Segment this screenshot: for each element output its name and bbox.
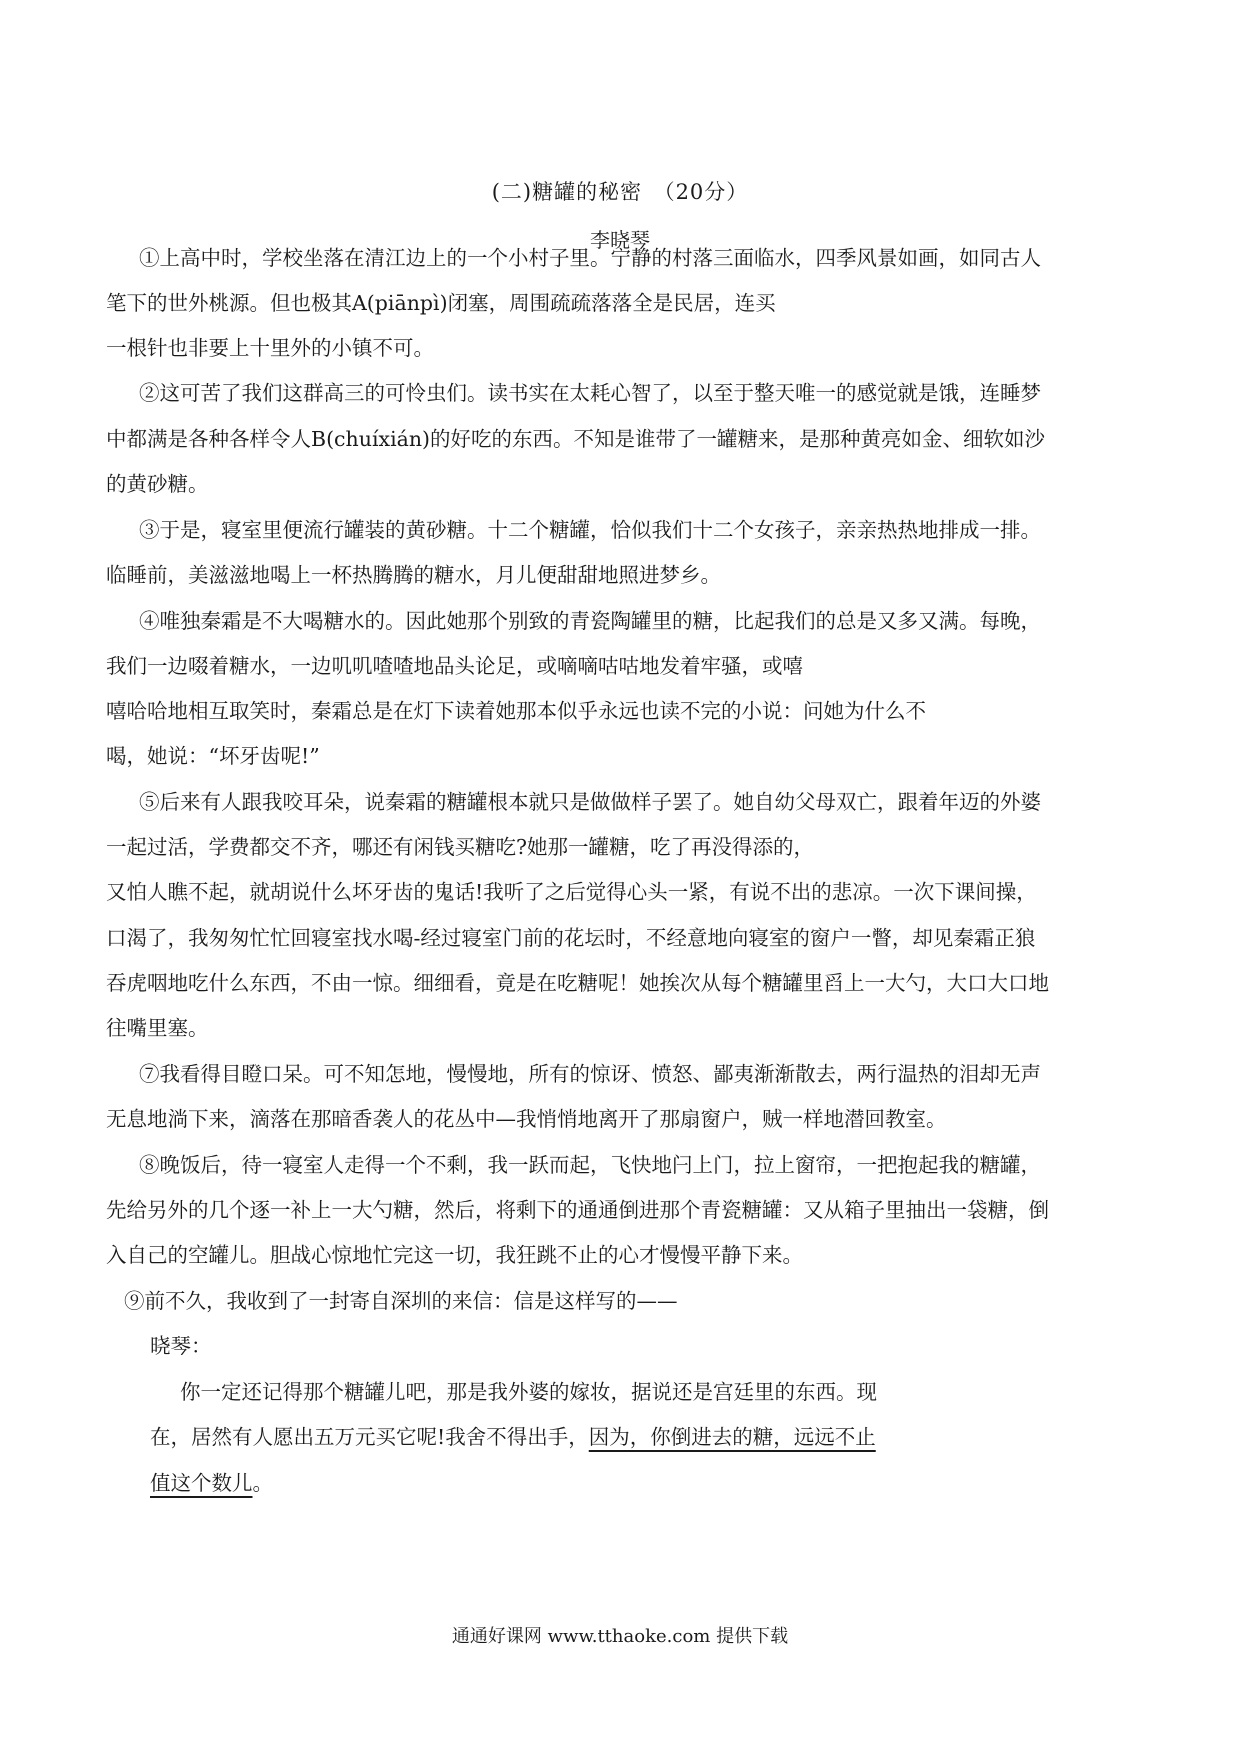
letter-line (150, 1423, 876, 1451)
paragraph-line: ③于是，寝室里便流行罐装的黄砂糖。十二个糖罐，恰似我们十二个女孩子，亲亲热热地排成一排。 (139, 518, 1041, 542)
paragraph-line: 我们一边啜着糖水，一边叽叽喳喳地品头论足，或嘀嘀咕咕地发着牢骚，或嘻 (106, 654, 803, 678)
paragraph-line: 一起过活，学费都交不齐，哪还有闲钱买糖吃?她那一罐糖，吃了再没得添的， (106, 835, 814, 859)
letter-text: 在，居然有人愿出五万元买它呢!我舍不得出手， (150, 1425, 589, 1449)
paragraph-line: ①上高中时，学校坐落在清江边上的一个小村子里。宁静的村落三面临水，四季风景如画，如同古人 (139, 246, 1041, 270)
paragraph-line: 口渴了，我匆匆忙忙回寝室找水喝-经过寝室门前的花坛时，不经意地向寝室的窗户一瞥，却见秦霜正狼 (106, 926, 1036, 950)
paragraph-line: 嘻哈哈地相互取笑时，秦霜总是在灯下读着她那本似乎永远也读不完的小说：问她为什么不 (106, 699, 926, 723)
letter-text: 。 (252, 1471, 273, 1495)
paragraph-line: 一根针也非要上十里外的小镇不可。 (106, 336, 434, 360)
paragraph-line: ②这可苦了我们这群高三的可怜虫们。读书实在太耗心智了，以至于整天唯一的感觉就是饿，连睡梦 (139, 381, 1041, 405)
letter-salutation: 晓琴： (150, 1334, 212, 1358)
paragraph-line: 入自己的空罐儿。胆战心惊地忙完这一切，我狂跳不止的心才慢慢平静下来。 (106, 1243, 803, 1267)
paragraph-line: 先给另外的几个逐一补上一大勺糖，然后，将剩下的通通倒进那个青瓷糖罐：又从箱子里抽出一袋糖，倒 (106, 1198, 1049, 1222)
section-title: (二)糖罐的秘密 （20分） (491, 180, 749, 204)
letter-line: 你一定还记得那个糖罐儿吧，那是我外婆的嫁妆，据说还是宫廷里的东西。现 (180, 1380, 877, 1404)
paragraph-line: 无息地淌下来，滴落在那暗香袭人的花丛中—我悄悄地离开了那扇窗户，贼一样地潜回教室。 (106, 1107, 947, 1131)
footer-credit: 通通好课网 www.tthaoke.com 提供下载 (451, 1626, 789, 1647)
underlined-sentence: 因为，你倒进去的糖，远远不止 (588, 1425, 876, 1449)
paragraph-line: 临睡前，美滋滋地喝上一杯热腾腾的糖水，月儿便甜甜地照进梦乡。 (106, 563, 721, 587)
paragraph-line: ⑤后来有人跟我咬耳朵，说秦霜的糖罐根本就只是做做样子罢了。她自幼父母双亡，跟着年迈的外婆 (139, 790, 1041, 814)
paragraph-line: 笔下的世外桃源。但也极其A(piānpì)闭塞，周围疏疏落落全是民居，连买 (106, 291, 776, 315)
paragraph-line: ⑦我看得目瞪口呆。可不知怎地，慢慢地，所有的惊讶、愤怒、鄙夷渐渐散去，两行温热的泪却无声 (139, 1062, 1041, 1086)
paragraph-line: 喝，她说：“坏牙齿呢!” (106, 744, 320, 768)
paragraph-line: ⑧晚饭后，待一寝室人走得一个不剩，我一跃而起，飞快地闩上门，拉上窗帘，一把抱起我的糖罐， (139, 1153, 1041, 1177)
paragraph-line: 的黄砂糖。 (106, 472, 209, 496)
paragraph-line: 又怕人瞧不起，就胡说什么坏牙齿的鬼话!我听了之后觉得心头一紧，有说不出的悲凉。一次下课间操， (106, 880, 1037, 904)
author-name: 李晓琴 (590, 228, 650, 252)
paragraph-line: 往嘴里塞。 (106, 1016, 209, 1040)
paragraph-line: ④唯独秦霜是不大喝糖水的。因此她那个别致的青瓷陶罐里的糖，比起我们的总是又多又满。每晚， (139, 609, 1041, 633)
letter-line (150, 1469, 273, 1497)
paragraph-line: 吞虎咽地吃什么东西，不由一惊。细细看，竟是在吃糖呢！她挨次从每个糖罐里舀上一大勺，大口大口地 (106, 971, 1049, 995)
underlined-sentence: 值这个数儿 (150, 1471, 253, 1495)
paragraph-line: 中都满是各种各样令人B(chuíxián)的好吃的东西。不知是谁带了一罐糖来，是那种黄亮如金、细软如沙 (106, 427, 1046, 451)
paragraph-line: ⑨前不久，我收到了一封寄自深圳的来信：信是这样写的—— (124, 1289, 678, 1313)
